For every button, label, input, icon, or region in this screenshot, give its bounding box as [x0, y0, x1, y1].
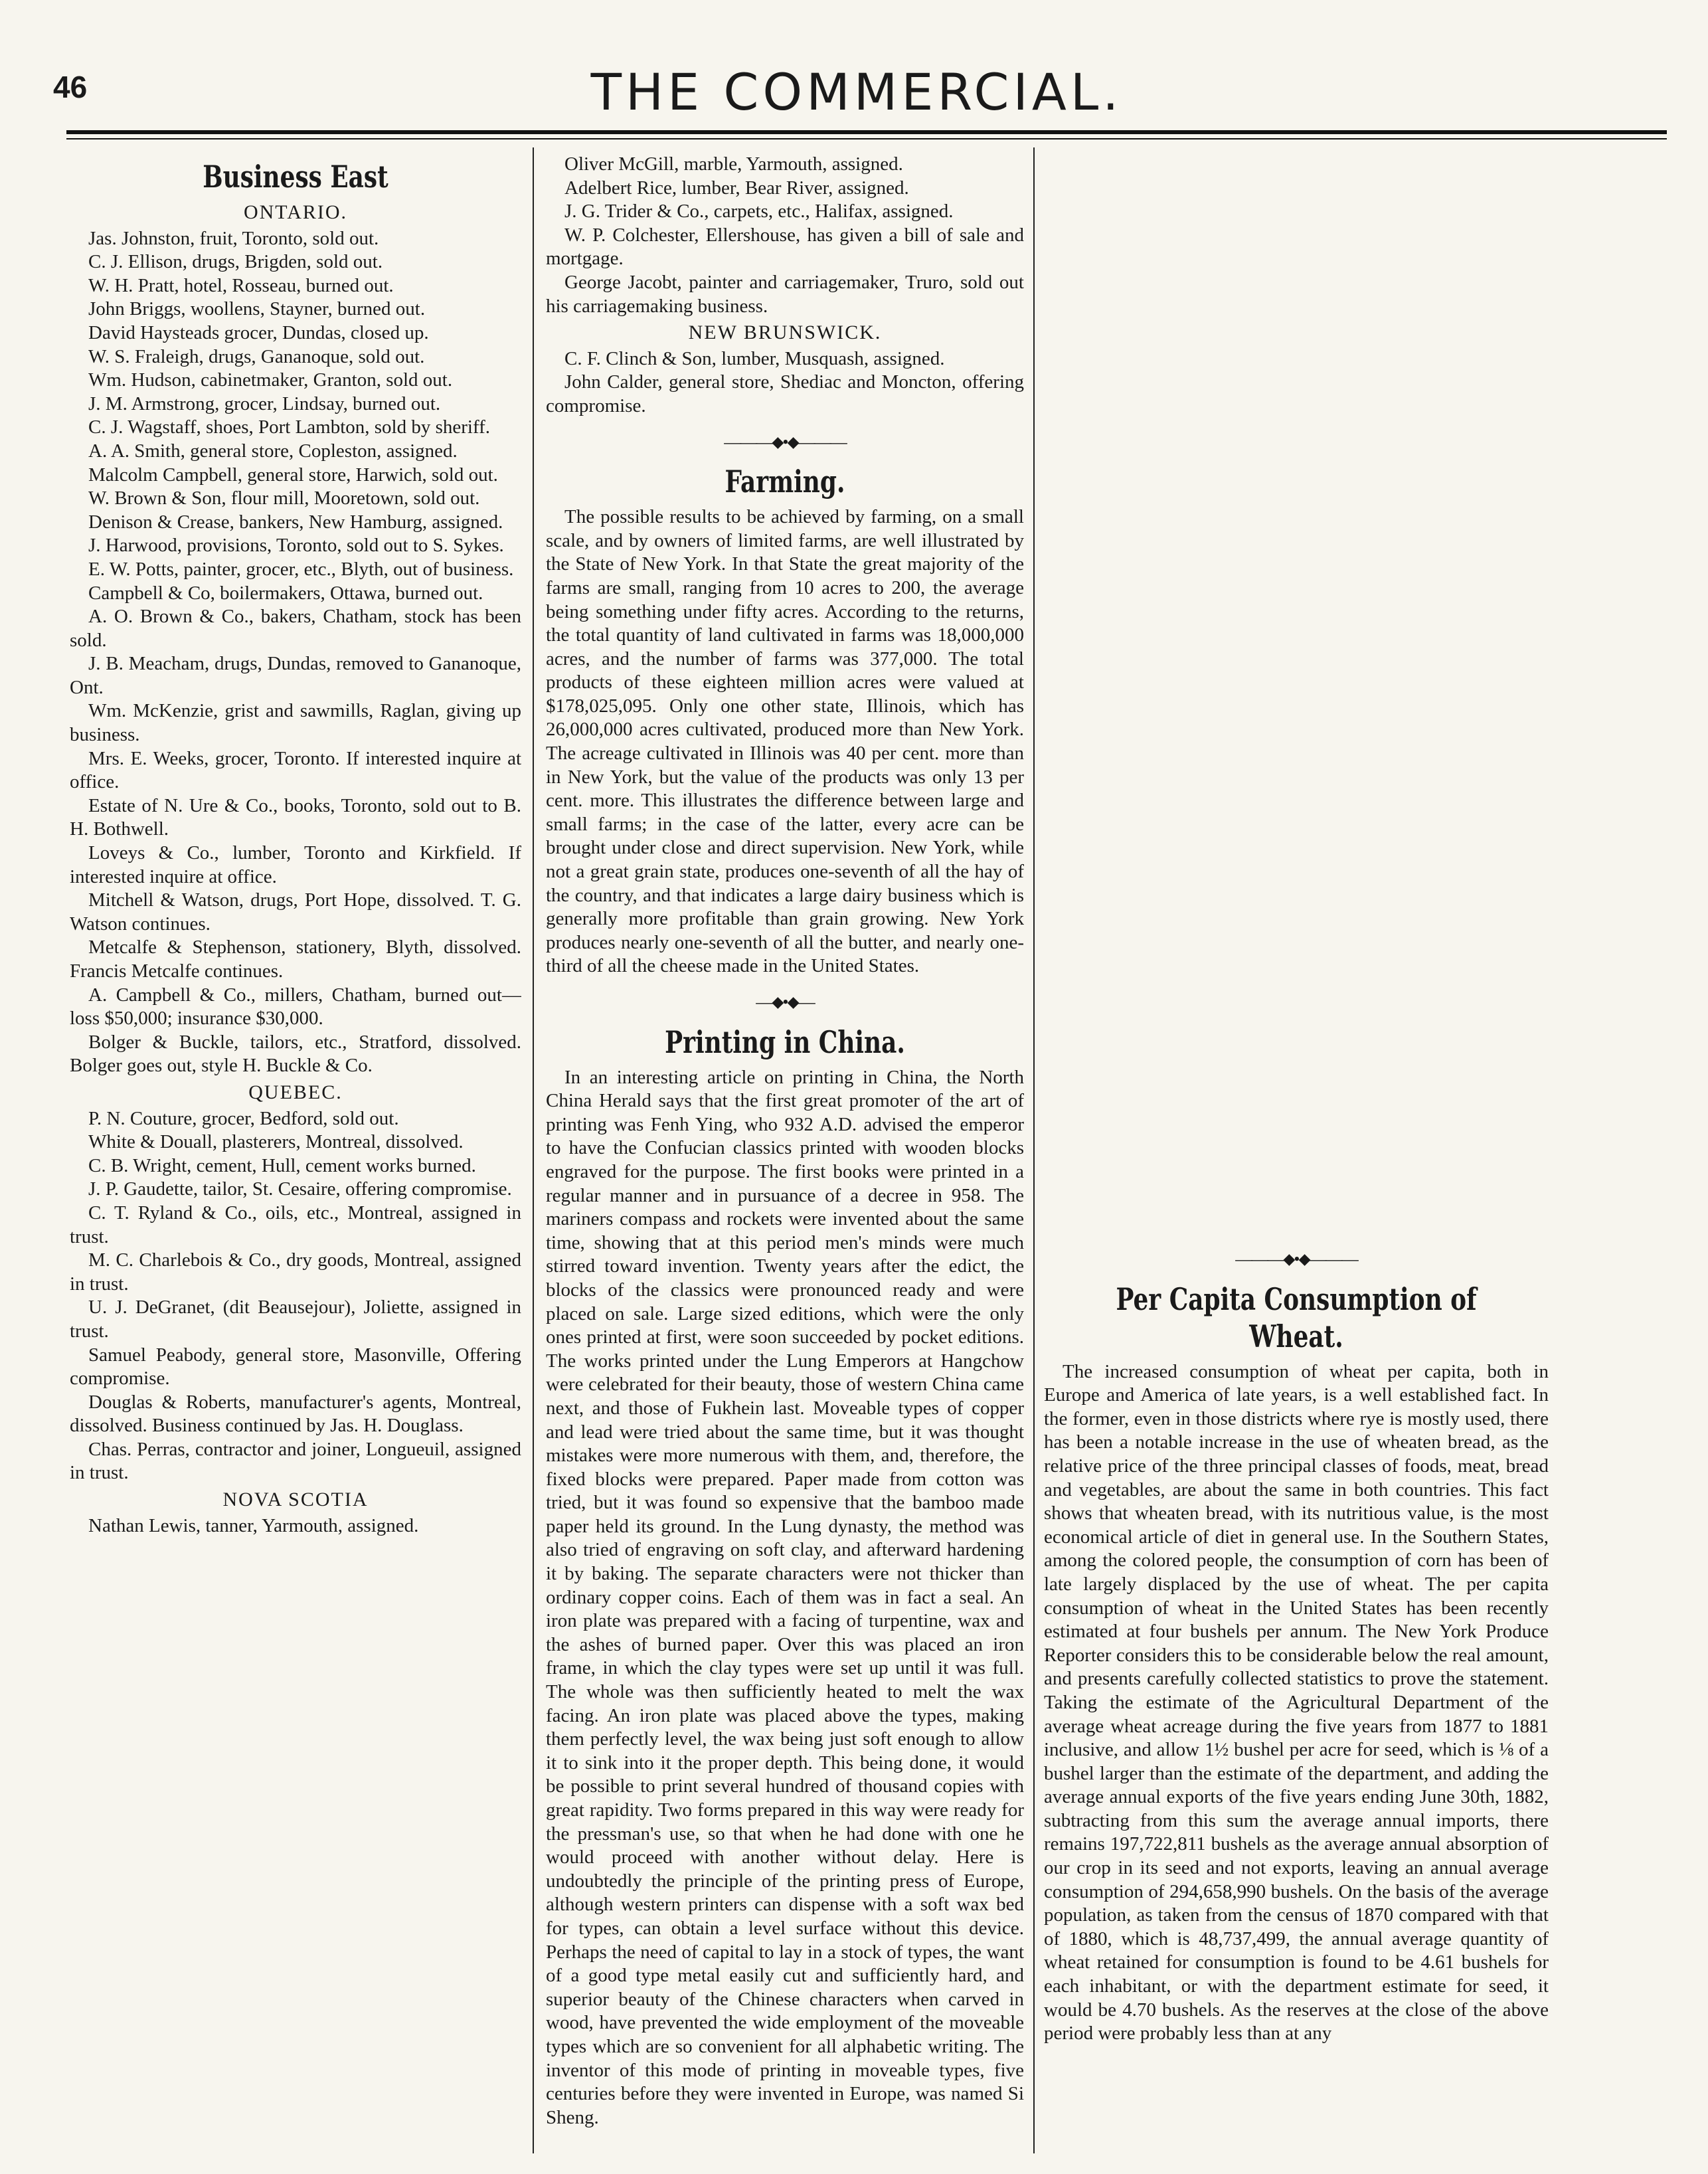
page-header: [53, 56, 1660, 129]
listing-entry: U. J. DeGranet, (dit Beausejour), Joliette, assigned in trust.: [70, 1297, 521, 1342]
nova-scotia-list-continued: [546, 153, 1024, 318]
section-separator: ———⬥•⬥———: [724, 432, 846, 452]
listing-entry: John Briggs, woollens, Stayner, burned out.: [88, 298, 426, 320]
listing-entry: E. W. Potts, painter, grocer, etc., Blyth, out of business.: [88, 558, 514, 580]
listing-entry: W. P. Colchester, Ellershouse, has given a bill of sale and mortgage.: [546, 224, 1024, 270]
masthead-title: THE COMMERCIAL.: [590, 62, 1123, 122]
listing-entry: Oliver McGill, marble, Yarmouth, assigned.: [564, 153, 903, 175]
new-brunswick-label: NEW BRUNSWICK.: [688, 321, 882, 344]
listing-entry: C. J. Ellison, drugs, Brigden, sold out.: [88, 251, 383, 273]
listing-entry: Wm. Hudson, cabinetmaker, Granton, sold out.: [88, 369, 453, 391]
listing-entry: Mitchell & Watson, drugs, Port Hope, dissolved. T. G. Watson continues.: [70, 889, 521, 935]
column-2: [546, 153, 1024, 2139]
listing-entry: Nathan Lewis, tanner, Yarmouth, assigned.: [88, 1514, 419, 1536]
farming-body: The possible results to be achieved by farming, on a small scale, and by owners of limited farms, are well illustrated by the State of New York. In that State the great majority of the farms are small, ranging from 10 acres to 200, the average being something under fifty acres. According to the returns, the total quantity of land cultivated in farms was 18,000,000 acres, and the number of farms was 377,000. The total products of these eighteen million acres were valued at $178,025,095. Only one other state, Illinois, which has 26,000,000 acres cultivated, produced more than New York. The acreage cultivated in Illinois was 40 per cent. more than in New York, but the value of the products was only 13 per cent. more. This illustrates the difference between large and small farms; in the case of the latter, every acre can be brought under close and direct supervision. New York, while not a great grain state, produces one-seventh of all the hay of the country, and that indicates a large dairy business which is generally more profitable than grain growing. New York produces nearly one-seventh of all the butter, and nearly one-third of all the cheese made in the United States.: [546, 506, 1024, 977]
listing-entry: Bolger & Buckle, tailors, etc., Stratford, dissolved. Bolger goes out, style H. Buckle & Co.: [70, 1031, 521, 1077]
section-separator: ———⬥•⬥———: [1235, 1249, 1357, 1269]
listing-entry: A. A. Smith, general store, Copleston, assigned.: [88, 440, 458, 462]
page-number: 46: [53, 70, 88, 104]
listing-entry: Loveys & Co., lumber, Toronto and Kirkfield. If interested inquire at office.: [70, 842, 521, 887]
wheat-heading: Per Capita Consumption of Wheat.: [1116, 1281, 1477, 1354]
farming-heading: Farming.: [725, 464, 845, 500]
listing-entry: C. F. Clinch & Son, lumber, Musquash, assigned.: [564, 347, 945, 369]
listing-entry: Campbell & Co, boilermakers, Ottawa, burned out.: [88, 582, 483, 604]
listing-entry: Samuel Peabody, general store, Masonville, Offering compromise.: [70, 1344, 521, 1390]
column-divider-1: [533, 147, 534, 2153]
quebec-label: QUEBEC.: [248, 1081, 343, 1103]
business-east-heading: Business East: [203, 159, 388, 195]
listing-entry: W. Brown & Son, flour mill, Mooretown, sold out.: [88, 488, 480, 509]
listing-entry: J. B. Meacham, drugs, Dundas, removed to Gananoque, Ont.: [70, 653, 521, 698]
listing-entry: Denison & Crease, bankers, New Hamburg, assigned.: [88, 511, 503, 533]
column-1: [70, 153, 521, 2139]
nova-scotia-label: NOVA SCOTIA: [222, 1489, 369, 1511]
listing-entry: White & Douall, plasterers, Montreal, dissolved.: [88, 1131, 464, 1153]
listing-entry: J. M. Armstrong, grocer, Lindsay, burned out.: [88, 393, 441, 414]
listing-entry: C. T. Ryland & Co., oils, etc., Montreal, assigned in trust.: [70, 1202, 521, 1247]
listing-entry: W. H. Pratt, hotel, Rosseau, burned out.: [88, 274, 394, 296]
ontario-list: [70, 227, 521, 1078]
listing-entry: David Haysteads grocer, Dundas, closed up.: [88, 321, 429, 343]
listing-entry: J. G. Trider & Co., carpets, etc., Halifax, assigned.: [564, 201, 954, 223]
column-3: [1044, 153, 1549, 2139]
listing-entry: M. C. Charlebois & Co., dry goods, Montreal, assigned in trust.: [70, 1249, 521, 1295]
listing-entry: Wm. McKenzie, grist and sawmills, Raglan, giving up business.: [70, 700, 521, 746]
listing-entry: John Calder, general store, Shediac and Moncton, offering compromise.: [546, 371, 1024, 416]
listing-entry: C. B. Wright, cement, Hull, cement works burned.: [88, 1154, 476, 1176]
printing-body: In an interesting article on printing in China, the North China Herald says that the first great promoter of the art of printing was Fenh Ying, who 932 A.D. advised the emperor to have the Confucian classics printed with wooden blocks engraved for the purpose. The first books were printed in a regular manner and in pursuance of a decree in 958. The mariners compass and rockets were invented about the same time, showing that at this period men's minds were much stirred toward invention. Twenty years after the edict, the blocks of the classics were pronounced ready and were placed on sale. Large sized editions, which were the only ones printed at first, were soon succeeded by pocket editions. The works printed under the Lung Emperors at Hangchow were celebrated for their beauty, those of western China came next, and those of Fukhein last. Moveable types of copper and lead were tried about the same time, but it was thought mistakes were more numerous with them, and, therefore, the fixed blocks were prepared. Paper made from cotton was tried, but it was found so expensive that the bamboo made paper held its ground. In the Lung dynasty, the method was also tried of engraving on soft clay, and afterward hardening it by baking. The separate characters were not thicker than ordinary copper coins. Each of them was in fact a seal. An iron plate was prepared with a facing of turpentine, wax and the ashes of burned paper. Over this was placed an iron frame, in which the clay types were set up until it was full. The whole was then sufficiently heated to melt the wax facing. An iron plate was placed above the types, making them perfectly level, the wax being just soft enough to allow it to sink into it the proper depth. This being done, it would be possible to print several hundred of thousand copies with great rapidity. Two forms prepared in this way were ready for the pressman's use, so that when he had done with one he would proceed with another without delay. Here is undoubtedly the principle of the printing press of Europe, although western printers can dispense with a soft wax bed for types, can obtain a level surface without this device. Perhaps the need of capital to lay in a stock of types, the want of a good type metal easily cut and sufficiently hard, and superior beauty of the Chinese characters when carved in wood, have prevented the wide employment of the moveable types which are so convenient for all alphabetic writing. The inventor of this mode of printing in moveable types, five centuries before they were invented in Europe, was named Si Sheng.: [546, 1066, 1024, 2128]
listing-entry: Mrs. E. Weeks, grocer, Toronto. If interested inquire at office.: [70, 747, 521, 793]
new-brunswick-list: [546, 347, 1024, 418]
listing-entry: Adelbert Rice, lumber, Bear River, assigned.: [564, 177, 909, 199]
header-rule-bottom: [66, 138, 1667, 139]
listing-entry: W. S. Fraleigh, drugs, Gananoque, sold out.: [88, 345, 425, 367]
listing-entry: Jas. Johnston, fruit, Toronto, sold out.: [88, 227, 379, 249]
listing-entry: J. Harwood, provisions, Toronto, sold out to S. Sykes.: [88, 535, 504, 557]
wheat-body: The increased consumption of wheat per capita, both in Europe and America of late years, is a well established fact. In the former, even in those districts where rye is mostly used, there has been a notable increase in the use of wheaten bread, as the relative price of the three principal classes of foods, meat, bread and vegetables, are about the same in both countries. This fact shows that wheaten bread, with its nutritious value, is the most economical article of diet in general use. In the Southern States, among the colored people, the consumption of corn has been of late largely displaced by the use of wheat. The per capita consumption of wheat in the United States has been recently estimated at four bushels per annum. The New York Produce Reporter considers this to be considerable below the real amount, and presents carefully collected statistics to prove the statement. Taking the estimate of the Agricultural Department of the average wheat acreage during the five years from 1877 to 1881 inclusive, and allow 1½ bushel per acre for seed, which is ⅛ of a bushel larger than the estimate of the department, and adding the average annual exports of the five years ending June 30th, 1882, subtracting from this sum the average annual imports, there remains 197,722,811 bushels as the average annual absorption of our crop in its seed and not exports, leaving an annual average consumption of 294,658,990 bushels. On the basis of the average population, as taken from the census of 1870 compared with that of 1880, which is 48,737,499, the annual average quantity of wheat retained for consumption is found to be 4.61 bushels for each inhabitant, or with the department estimate for seed, it would be 4.70 bushels. As the reserves at the close of the above period were probably less than at any: [1044, 1360, 1549, 2044]
ontario-label: ONTARIO.: [243, 201, 348, 223]
listing-entry: Metcalfe & Stephenson, stationery, Blyth, dissolved. Francis Metcalfe continues.: [70, 937, 521, 982]
listing-entry: Chas. Perras, contractor and joiner, Longueuil, assigned in trust.: [70, 1438, 521, 1484]
listing-entry: George Jacobt, painter and carriagemaker, Truro, sold out his carriagemaking business.: [546, 271, 1024, 317]
listing-entry: Estate of N. Ure & Co., books, Toronto, sold out to B. H. Bothwell.: [70, 794, 521, 840]
header-rule-top: [66, 130, 1667, 134]
nova-scotia-list-start: [70, 1514, 521, 1538]
listing-entry: P. N. Couture, grocer, Bedford, sold out.: [88, 1107, 399, 1129]
listing-entry: Douglas & Roberts, manufacturer's agents, Montreal, dissolved. Business continued by Jas. H. Douglass.: [70, 1391, 521, 1437]
listing-entry: Malcolm Campbell, general store, Harwich, sold out.: [88, 464, 498, 486]
listing-entry: C. J. Wagstaff, shoes, Port Lambton, sold by sheriff.: [88, 416, 491, 438]
printing-continued-spacer: [1044, 153, 1549, 1235]
listing-entry: A. Campbell & Co., millers, Chatham, burned out—loss $50,000; insurance $30,000.: [70, 984, 521, 1030]
listing-entry: J. P. Gaudette, tailor, St. Cesaire, offering compromise.: [88, 1178, 512, 1200]
section-separator: —⬥•⬥—: [756, 992, 814, 1012]
column-divider-2: [1033, 147, 1035, 2153]
quebec-list: [70, 1107, 521, 1486]
listing-entry: A. O. Brown & Co., bakers, Chatham, stock has been sold.: [70, 606, 521, 651]
printing-heading: Printing in China.: [665, 1024, 905, 1060]
